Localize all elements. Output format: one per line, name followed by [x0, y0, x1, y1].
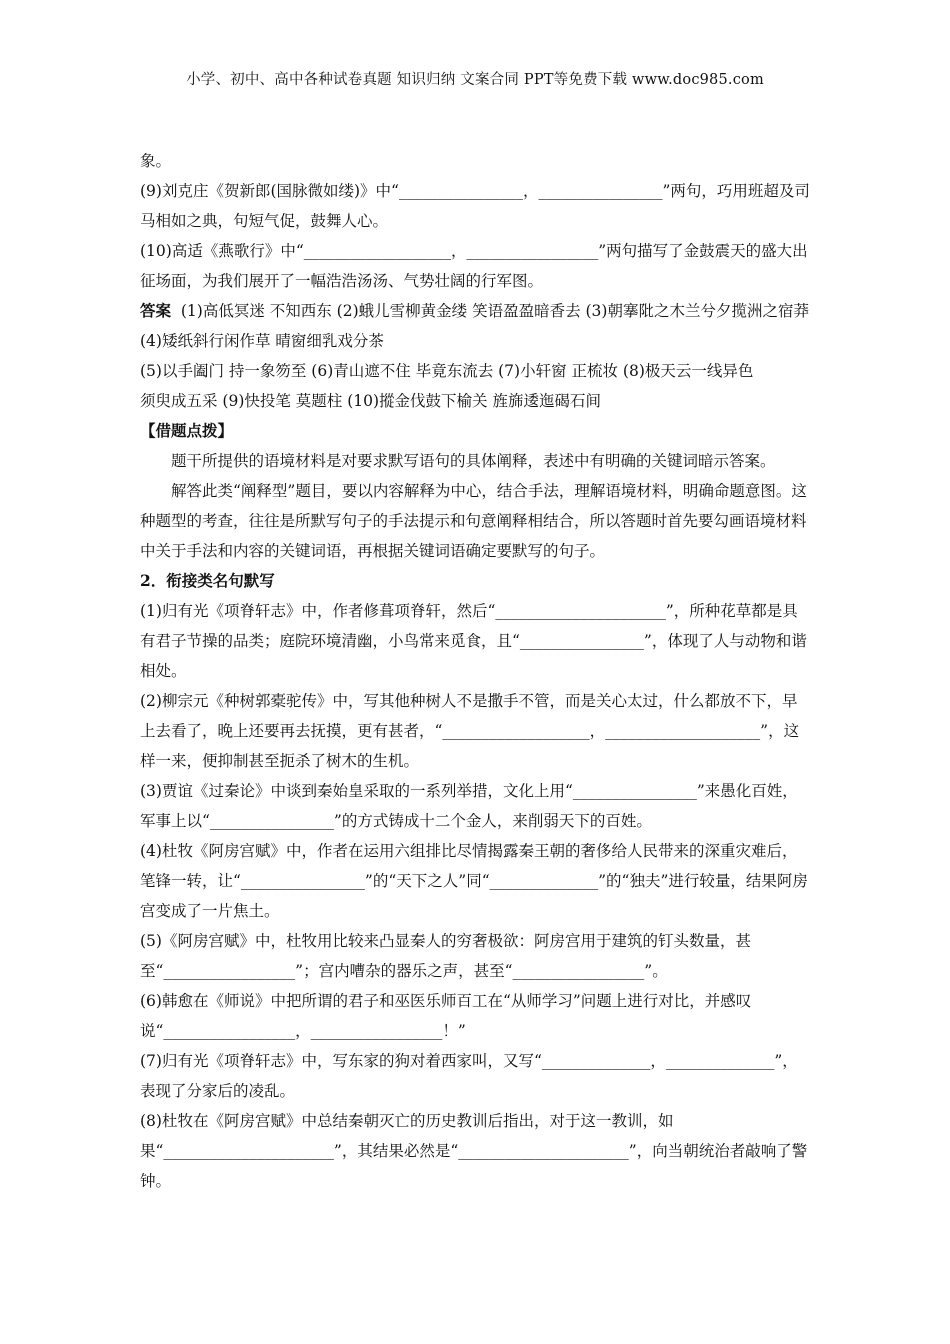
s2-question-5: (5)《阿房宫赋》中，杜牧用比较来凸显秦人的穷奢极欲：阿房宫用于建筑的钉头数量，甚至“_________________”；宫内嘈杂的器乐之声，甚至“_________________”。 [140, 932, 751, 980]
question-9: (9)刘克庄《贺新郎(国脉微如缕)》中“________________，________________”两句，巧用班超及司马相如之典，句短气促，鼓舞人心。 [140, 182, 810, 230]
answers-block [140, 296, 812, 356]
answers-line-3: 须臾成五采 (9)快投笔 莫题柱 (10)摐金伐鼓下榆关 旌旆逶迤碣石间 [140, 392, 601, 410]
answers-line-1: (1)高低冥迷 不知西东 (2)蛾儿雪柳黄金缕 笑语盈盈暗香去 (3)朝搴阰之木兰兮夕揽洲之宿莽 (4)矮纸斜行闲作草 晴窗细乳戏分茶 [140, 302, 809, 350]
s2-question-1: (1)归有光《项脊轩志》中，作者修葺项脊轩，然后“______________________”，所种花草都是具有君子节操的品类；庭院环境清幽，小鸟常来觅食，且“________________”，体现了人与动物和谐相处。 [140, 602, 807, 680]
tips-paragraph-1: 题干所提供的语境材料是对要求默写语句的具体阐释，表述中有明确的关键词暗示答案。 [171, 452, 776, 470]
question-10: (10)高适《燕歌行》中“___________________，_________________”两句描写了金鼓震天的盛大出征场面，为我们展开了一幅浩浩汤汤、气势壮阔的行军图。 [140, 242, 808, 290]
page-header: 小学、初中、高中各种试卷真题 知识归纳 文案合同 PPT等免费下载 www.doc985.com [186, 72, 764, 88]
answers-line-2: (5)以手阖门 持一象笏至 (6)青山遮不住 毕竟东流去 (7)小轩窗 正梳妆 (8)极天云一线异色 [140, 362, 754, 380]
s2-question-6: (6)韩愈在《师说》中把所谓的君子和巫医乐师百工在“从师学习”问题上进行对比，并感叹说“_________________，_________________！” [140, 992, 752, 1040]
tips-paragraph-2: 解答此类“阐释型”题目，要以内容解释为中心，结合手法，理解语境材料，明确命题意图。这种题型的考查，往往是所默写句子的手法提示和句意阐释相结合，所以答题时首先要勾画语境材料中关于手法和内容的关键词语，再根据关键词语确定要默写的句子。 [140, 482, 807, 560]
continuation-line: 象。 [140, 152, 172, 170]
s2-question-4: (4)杜牧《阿房宫赋》中，作者在运用六组排比尽情揭露秦王朝的奢侈给人民带来的深重灾难后，笔锋一转，让“________________”的“天下之人”同“______________”的“独夫”进行较量，结果阿房宫变成了一片焦土。 [140, 842, 808, 920]
s2-question-8: (8)杜牧在《阿房宫赋》中总结秦朝灭亡的历史教训后指出，对于这一教训，如果“______________________”，其结果必然是“______________________”，向当朝统治者敲响了警钟。 [140, 1112, 808, 1190]
s2-question-2: (2)柳宗元《种树郭橐驼传》中，写其他种树人不是撒手不管，而是关心太过，什么都放不下，早上去看了，晚上还要再去抚摸，更有甚者，“___________________，____________________”，这样一来，便抑制甚至扼杀了树木的生机。 [140, 692, 800, 770]
tips-heading: 【借题点拨】 [140, 421, 234, 440]
document-body [140, 146, 812, 1196]
section-2-heading: 2．衔接类名句默写 [140, 571, 275, 590]
s2-question-7: (7)归有光《项脊轩志》中，写东家的狗对着西家叫，又写“______________，______________”，表现了分家后的凌乱。 [140, 1052, 798, 1100]
s2-question-3: (3)贾谊《过秦论》中谈到秦始皇采取的一系列举措，文化上用“________________”来愚化百姓，军事上以“________________”的方式铸成十二个金人，来削弱天下的百姓。 [140, 782, 798, 830]
answers-label: 答案 [140, 301, 172, 320]
